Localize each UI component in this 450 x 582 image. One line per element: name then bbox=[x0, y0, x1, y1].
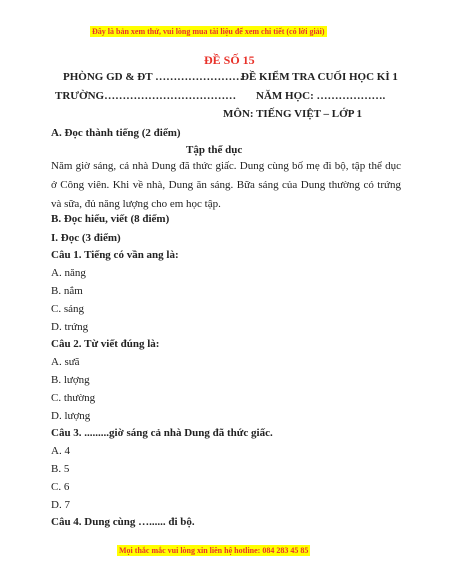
q1-option-b: B. nắm bbox=[51, 285, 83, 297]
question-2: Câu 2. Từ viết đúng là: bbox=[51, 338, 160, 350]
q1-option-d: D. trứng bbox=[51, 321, 89, 333]
header-school-year: NĂM HỌC: ………………. bbox=[256, 90, 386, 102]
q3-option-d: D. 7 bbox=[51, 499, 70, 511]
hotline-banner: Mọi thắc mắc vui lòng xin liên hệ hotline: 084 283 45 85 bbox=[119, 546, 309, 555]
q2-option-a: A. sưã bbox=[51, 356, 80, 368]
q1-option-c: C. sáng bbox=[51, 303, 84, 315]
reading-passage: Năm giờ sáng, cả nhà Dung đã thức giấc. Dung cùng bố mẹ đi bộ, tập thể dục ở Công viên. Khi về nhà, Dung ăn sáng. Bữa sáng của Dung thường có trứng và sữa, đủ năng lượng cho em học tập. bbox=[51, 160, 401, 210]
question-3: Câu 3. .........giờ sáng cả nhà Dung đã thức giấc. bbox=[51, 427, 273, 439]
reading-title: Tập thể dục bbox=[186, 144, 243, 156]
q3-option-c: C. 6 bbox=[51, 481, 70, 493]
header-department: PHÒNG GD & ĐT …………………… bbox=[63, 71, 244, 83]
header-school: TRƯỜNG……………………………… bbox=[55, 90, 237, 102]
q2-option-d: D. lượng bbox=[51, 410, 91, 422]
header-exam-title: ĐỀ KIỂM TRA CUỐI HỌC KÌ 1 bbox=[241, 71, 398, 83]
exam-number: ĐỀ SỐ 15 bbox=[204, 53, 255, 67]
header-subject: MÔN: TIẾNG VIỆT – LỚP 1 bbox=[223, 108, 363, 120]
question-4: Câu 4. Dung cùng …...... đi bộ. bbox=[51, 516, 195, 528]
q2-option-b: B. lượng bbox=[51, 374, 90, 386]
section-b1-heading: I. Đọc (3 điểm) bbox=[51, 232, 121, 244]
q3-option-b: B. 5 bbox=[51, 463, 70, 475]
question-1: Câu 1. Tiếng có vần ang là: bbox=[51, 249, 179, 261]
preview-banner: Đây là bản xem thử, vui lòng mua tài liệu để xem chi tiết (có lời giải) bbox=[92, 27, 325, 36]
section-a-heading: A. Đọc thành tiếng (2 điểm) bbox=[51, 127, 181, 139]
q2-option-c: C. thường bbox=[51, 392, 96, 404]
q3-option-a: A. 4 bbox=[51, 445, 70, 457]
q1-option-a: A. năng bbox=[51, 267, 86, 279]
section-b-heading: B. Đọc hiểu, viết (8 điểm) bbox=[51, 213, 170, 225]
